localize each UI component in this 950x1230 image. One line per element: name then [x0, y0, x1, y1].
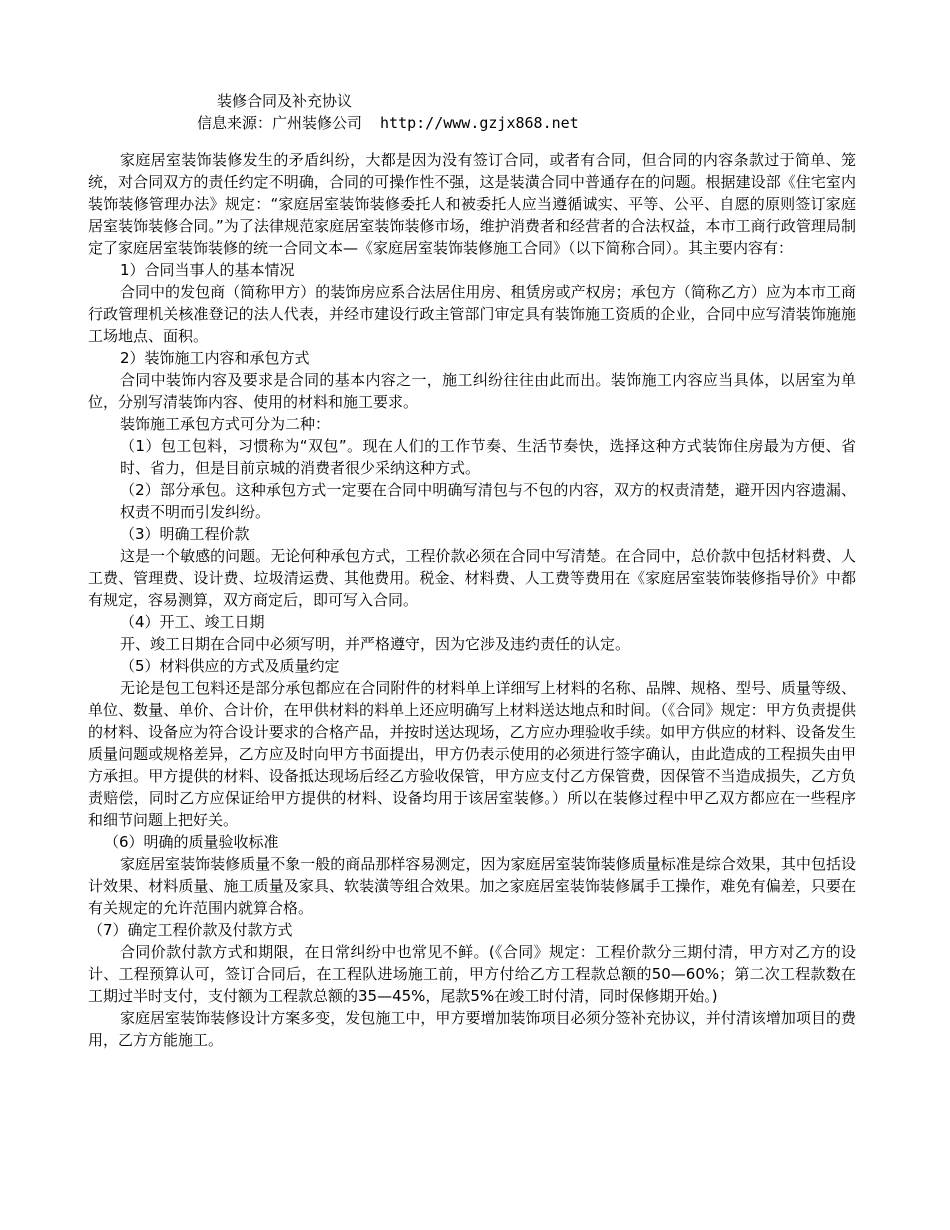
section-heading: 2）装饰施工内容和承包方式 [120, 349, 310, 367]
body-paragraph: 合同中装饰内容及要求是合同的基本内容之一，施工纠纷往往由此而出。装饰施工内容应当具体，以居室为单位，分别写清装饰内容、使用的材料和施工要求。 [88, 371, 856, 411]
section-heading: （7）确定工程价款及付款方式 [88, 921, 293, 939]
body-paragraph: 这是一个敏感的问题。无论何种承包方式，工程价款必须在合同中写清楚。在合同中，总价款中包括材料费、人工费、管理费、设计费、垃圾清运费、其他费用。税金、材料费、人工费等费用在《家庭居室装饰装修指导价》中都有规定，容易测算，双方商定后，即可写入合同。 [88, 547, 856, 609]
document-title: 装修合同及补充协议 [217, 92, 353, 110]
body-paragraph: 合同中的发包商（简称甲方）的装饰房应系合法居住用房、租赁房或产权房；承包方（简称乙方）应为本市工商行政管理机关核准登记的法人代表，并经市建设行政主管部门审定具有装饰施工资质的企业，合同中应写清装饰施施工场地点、面积。 [88, 283, 856, 345]
section-heading: （6）明确的质量验收标准 [104, 833, 279, 851]
intro-paragraph: 家庭居室装饰装修发生的矛盾纠纷，大都是因为没有签订合同，或者有合同，但合同的内容条款过于简单、笼统，对合同双方的责任约定不明确，合同的可操作性不强，这是装潢合同中普通存在的问题。根据建设部《住宅室内装饰装修管理办法》规定：“家庭居室装饰装修委托人和被委托人应当遵循诚实、平等、公平、自愿的原则签订家庭居室装饰装修合同。”为了法律规范家庭居室装饰装修市场，维护消费者和经营者的合法权益，本市工商行政管理局制定了家庭居室装饰装修的统一合同文本—《家庭居室装饰装修施工合同》（以下简称合同）。其主要内容有： [88, 151, 856, 257]
list-item: （2）部分承包。这种承包方式一定要在合同中明确写清包与不包的内容，双方的权责清楚，避开因内容遗漏、权责不明而引发纠纷。 [120, 481, 856, 521]
source-line [197, 112, 579, 134]
source-url-link[interactable]: http://www.gzjx868.net [380, 114, 579, 132]
body-paragraph: 家庭居室装饰装修设计方案多变，发包施工中，甲方要增加装饰项目必须分签补充协议，并付清该增加项目的费用，乙方方能施工。 [88, 1009, 856, 1049]
body-paragraph: 开、竣工日期在合同中必须写明，并严格遵守，因为它涉及违约责任的认定。 [120, 635, 631, 653]
body-paragraph: 无论是包工包料还是部分承包都应在合同附件的材料单上详细写上材料的名称、品牌、规格、型号、质量等级、单位、数量、单价、合计价，在甲供材料的料单上还应明确写上材料送达地点和时间。（《合同》规定：甲方负责提供的材料、设备应为符合设计要求的合格产品，并按时送达现场，乙方应办理验收手续。如甲方供应的材料、设备发生质量问题或规格差异，乙方应及时向甲方书面提出，甲方仍表示使用的必须进行签字确认，由此造成的工程损失由甲方承担。甲方提供的材料、设备抵达现场后经乙方验收保管，甲方应支付乙方保管费，因保管不当造成损失，乙方负责赔偿，同时乙方应保证给甲方提供的材料、设备均用于该居室装修。）所以在装修过程中甲乙双方都应在一些程序和细节问题上把好关。 [88, 679, 856, 829]
source-label: 信息来源：广州装修公司 [197, 114, 363, 132]
body-paragraph: 装饰施工承包方式可分为二种： [120, 415, 331, 433]
body-text [88, 149, 856, 1051]
body-paragraph: 合同价款付款方式和期限，在日常纠纷中也常见不鲜。(《合同》规定：工程价款分三期付清，甲方对乙方的设计、工程预算认可，签订合同后，在工程队进场施工前，甲方付给乙方工程款总额的50—60%；第二次工程款数在工期过半时支付，支付额为工程款总额的35—45%，尾款5%在竣工时付清，同时保修期开始。) [88, 943, 856, 1005]
section-heading: （3）明确工程价款 [120, 525, 250, 543]
section-heading: 1）合同当事人的基本情况 [120, 261, 295, 279]
body-paragraph: 家庭居室装饰装修质量不象一般的商品那样容易测定，因为家庭居室装饰装修质量标准是综合效果，其中包括设计效果、材料质量、施工质量及家具、软装潢等组合效果。加之家庭居室装饰装修属手工操作，难免有偏差，只要在有关规定的允许范围内就算合格。 [88, 855, 856, 917]
list-item: （1）包工包料，习惯称为“双包”。现在人们的工作节奏、生活节奏快，选择这种方式装饰住房最为方便、省时、省力，但是目前京城的消费者很少采纳这种方式。 [120, 437, 856, 477]
section-heading: （5）材料供应的方式及质量约定 [120, 657, 340, 675]
section-heading: （4）开工、竣工日期 [120, 613, 265, 631]
